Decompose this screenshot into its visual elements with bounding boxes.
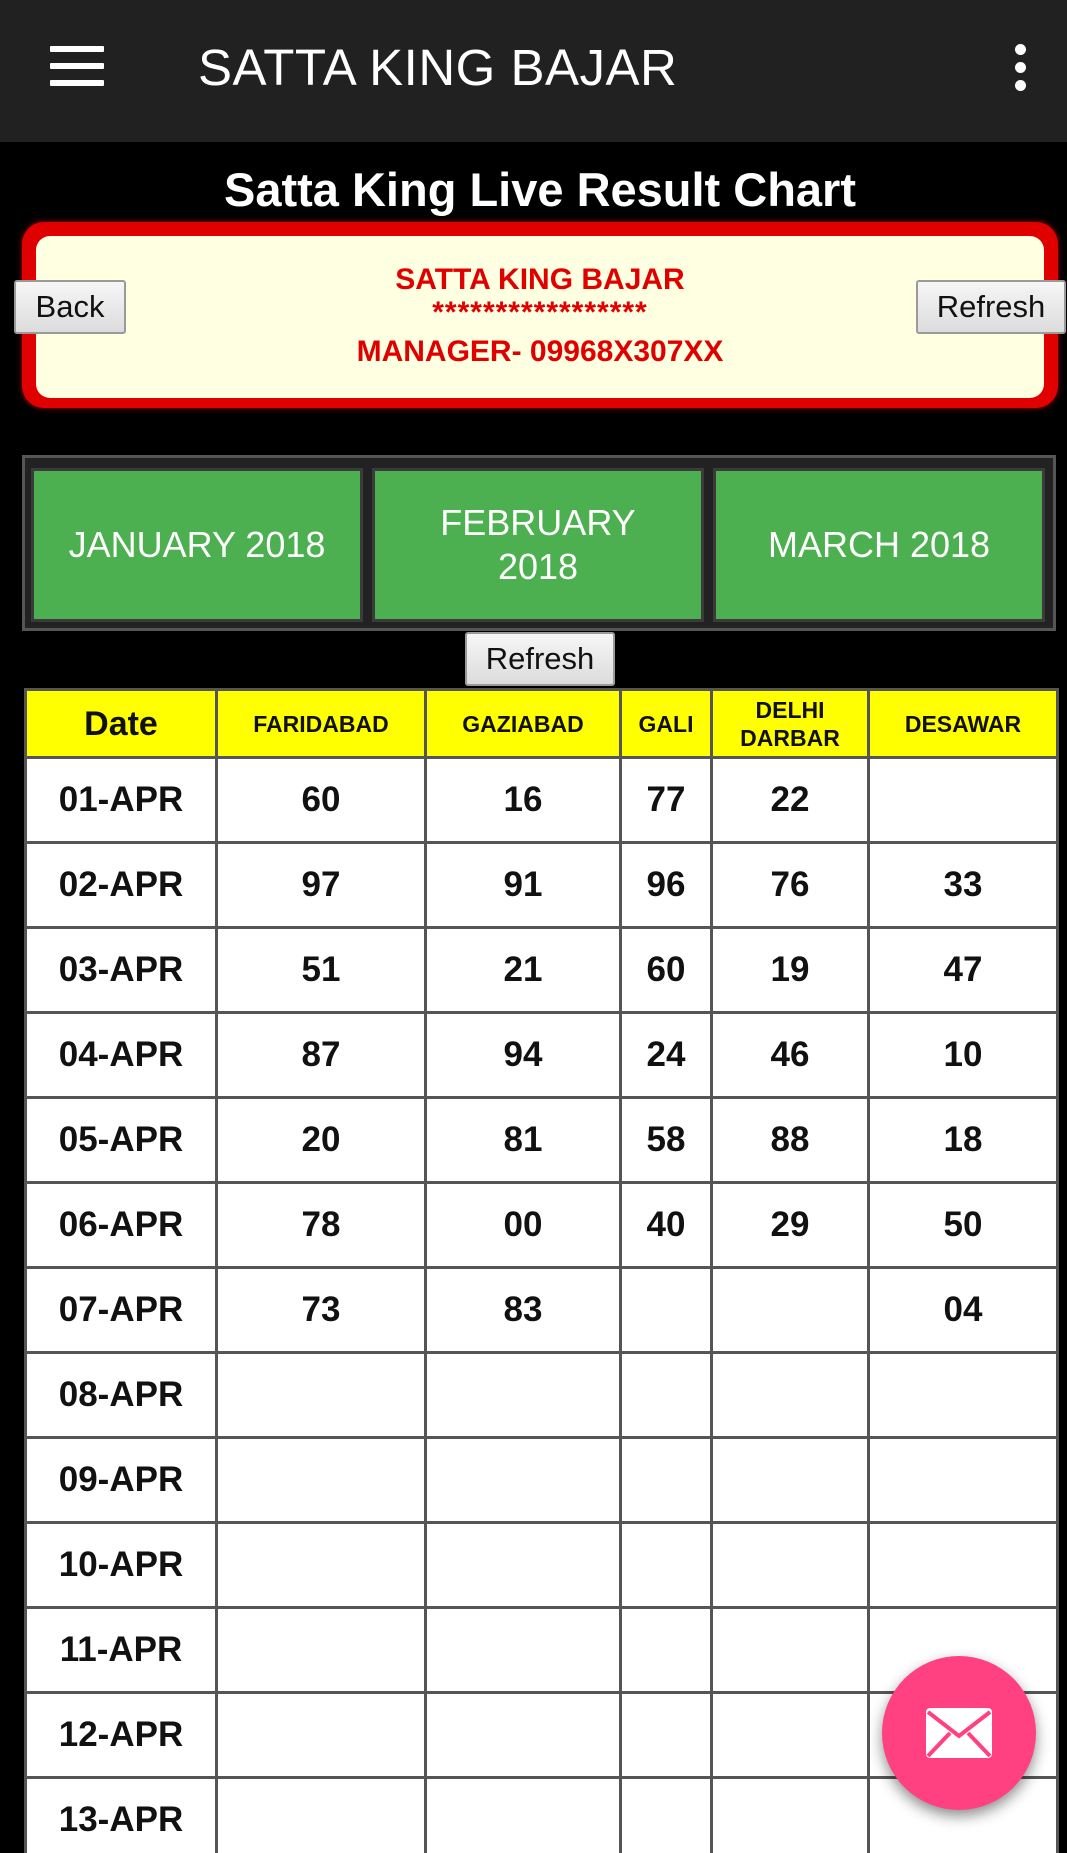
- table-row: [26, 843, 1058, 928]
- table-row: [26, 1013, 1058, 1098]
- result-cell: 21: [426, 928, 621, 1013]
- column-header-gaziabad: GAZIABAD: [426, 690, 621, 758]
- result-cell: 91: [426, 843, 621, 928]
- result-cell: [869, 758, 1058, 843]
- refresh-button-top[interactable]: Refresh: [916, 280, 1066, 334]
- column-header-desawar: DESAWAR: [869, 690, 1058, 758]
- refresh-button[interactable]: Refresh: [465, 632, 615, 686]
- result-cell: 47: [869, 928, 1058, 1013]
- result-cell: 22: [712, 758, 869, 843]
- row-date-cell: 08-APR: [26, 1353, 217, 1438]
- mail-fab-button[interactable]: [882, 1656, 1036, 1810]
- result-cell: [869, 1523, 1058, 1608]
- row-date-cell: 01-APR: [26, 758, 217, 843]
- row-date-cell: 10-APR: [26, 1523, 217, 1608]
- row-date-cell: 09-APR: [26, 1438, 217, 1523]
- month-button-february[interactable]: FEBRUARY 2018: [372, 468, 704, 622]
- result-cell: 58: [621, 1098, 712, 1183]
- row-date-cell: 06-APR: [26, 1183, 217, 1268]
- column-header-faridabad: FARIDABAD: [217, 690, 426, 758]
- result-cell: 60: [217, 758, 426, 843]
- result-cell: [621, 1268, 712, 1353]
- result-cell: 97: [217, 843, 426, 928]
- result-cell: 33: [869, 843, 1058, 928]
- result-cell: [621, 1523, 712, 1608]
- table-row: [26, 1778, 1058, 1853]
- column-header-date: Date: [26, 690, 217, 758]
- table-header-row: [26, 690, 1058, 758]
- result-cell: [621, 1438, 712, 1523]
- result-cell: [426, 1353, 621, 1438]
- result-cell: [712, 1353, 869, 1438]
- column-header-delhi-darbar: DELHI DARBAR: [712, 690, 869, 758]
- table-row: [26, 1098, 1058, 1183]
- result-cell: [217, 1778, 426, 1853]
- result-cell: [217, 1353, 426, 1438]
- info-stars: *****************: [432, 296, 648, 329]
- table-row: [26, 1523, 1058, 1608]
- back-button[interactable]: Back: [14, 280, 126, 334]
- result-cell: 10: [869, 1013, 1058, 1098]
- result-cell: [217, 1693, 426, 1778]
- result-cell: [712, 1523, 869, 1608]
- result-cell: [869, 1353, 1058, 1438]
- result-cell: 46: [712, 1013, 869, 1098]
- row-date-cell: 11-APR: [26, 1608, 217, 1693]
- result-cell: [621, 1693, 712, 1778]
- result-cell: [426, 1608, 621, 1693]
- month-selector: [22, 455, 1056, 631]
- result-cell: 00: [426, 1183, 621, 1268]
- result-cell: 18: [869, 1098, 1058, 1183]
- result-cell: 77: [621, 758, 712, 843]
- result-cell: 40: [621, 1183, 712, 1268]
- page-heading: Satta King Live Result Chart: [224, 163, 856, 216]
- result-cell: [426, 1778, 621, 1853]
- row-date-cell: 13-APR: [26, 1778, 217, 1853]
- result-cell: [712, 1438, 869, 1523]
- result-cell: 94: [426, 1013, 621, 1098]
- row-date-cell: 05-APR: [26, 1098, 217, 1183]
- table-row: [26, 1268, 1058, 1353]
- mail-icon: [924, 1706, 994, 1760]
- result-cell: 83: [426, 1268, 621, 1353]
- result-cell: 60: [621, 928, 712, 1013]
- result-cell: 87: [217, 1013, 426, 1098]
- result-cell: [426, 1438, 621, 1523]
- result-cell: 16: [426, 758, 621, 843]
- result-cell: [712, 1268, 869, 1353]
- result-cell: [621, 1608, 712, 1693]
- result-cell: [712, 1693, 869, 1778]
- result-cell: [426, 1523, 621, 1608]
- result-cell: [217, 1523, 426, 1608]
- month-button-january[interactable]: JANUARY 2018: [31, 468, 363, 622]
- row-date-cell: 07-APR: [26, 1268, 217, 1353]
- row-date-cell: 12-APR: [26, 1693, 217, 1778]
- result-cell: [621, 1353, 712, 1438]
- table-row: [26, 758, 1058, 843]
- manager-contact: MANAGER- 09968X307XX: [356, 335, 724, 368]
- result-cell: 19: [712, 928, 869, 1013]
- result-cell: [426, 1693, 621, 1778]
- result-cell: 29: [712, 1183, 869, 1268]
- more-vertical-icon[interactable]: [1000, 40, 1040, 96]
- result-cell: [712, 1778, 869, 1853]
- result-cell: 78: [217, 1183, 426, 1268]
- result-cell: 24: [621, 1013, 712, 1098]
- result-cell: [712, 1608, 869, 1693]
- result-cell: 76: [712, 843, 869, 928]
- result-cell: 50: [869, 1183, 1058, 1268]
- row-date-cell: 03-APR: [26, 928, 217, 1013]
- info-title: SATTA KING BAJAR: [395, 263, 685, 296]
- hamburger-menu-icon[interactable]: [50, 46, 104, 86]
- result-cell: [217, 1438, 426, 1523]
- column-header-gali: GALI: [621, 690, 712, 758]
- app-title: SATTA KING BAJAR: [198, 39, 678, 96]
- result-cell: 51: [217, 928, 426, 1013]
- app-bar: [0, 0, 1067, 142]
- table-row: [26, 1353, 1058, 1438]
- row-date-cell: 02-APR: [26, 843, 217, 928]
- result-cell: 81: [426, 1098, 621, 1183]
- result-cell: 96: [621, 843, 712, 928]
- result-cell: 20: [217, 1098, 426, 1183]
- table-row: [26, 1438, 1058, 1523]
- result-cell: [869, 1438, 1058, 1523]
- table-row: [26, 1183, 1058, 1268]
- row-date-cell: 04-APR: [26, 1013, 217, 1098]
- result-cell: [217, 1608, 426, 1693]
- table-row: [26, 928, 1058, 1013]
- result-cell: 04: [869, 1268, 1058, 1353]
- result-cell: 73: [217, 1268, 426, 1353]
- result-cell: [621, 1778, 712, 1853]
- result-cell: 88: [712, 1098, 869, 1183]
- month-button-march[interactable]: MARCH 2018: [713, 468, 1045, 622]
